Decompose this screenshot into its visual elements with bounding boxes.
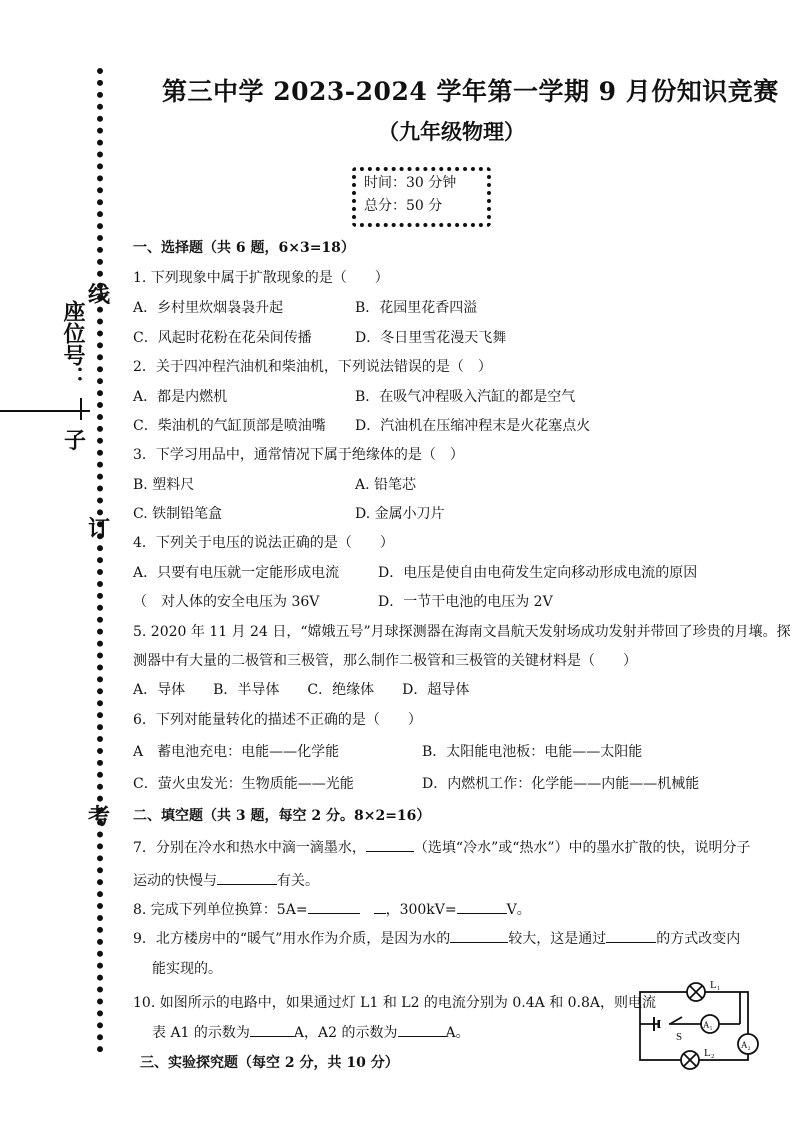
q8-text-b: 300kV= (399, 902, 457, 918)
q8-blank-1[interactable] (308, 913, 360, 914)
margin-zi: 子 (64, 428, 87, 454)
score-label: 总分：50 分 (364, 198, 443, 214)
l2-label: L₂ (704, 1047, 715, 1059)
q8-text-c: V。 (506, 902, 531, 918)
q9-blank-1[interactable] (450, 942, 508, 943)
binding-dotted-line (97, 68, 103, 1053)
q8-line: 8. 完成下列单位换算：5A= ，300kV= V。 (133, 902, 531, 918)
q4-option-c: （ 对人体的安全电压为 36V (133, 594, 320, 610)
q7-text-c: 运动的快慢与 (133, 873, 217, 889)
q3-option-b: B. 塑料尺 (133, 477, 195, 493)
q3-option-c: C. 铁制铅笔盒 (133, 506, 223, 522)
q9-text-c: 的方式改变内 (656, 931, 741, 947)
section1-heading: 一、选择题（共 6 题，6×3=18） (133, 240, 355, 256)
q1-option-d: D．冬日里雪花漫天飞舞 (355, 330, 507, 346)
q2-option-b: B．在吸气冲程吸入汽缸的都是空气 (355, 389, 576, 405)
q5-options: A．导体 B．半导体 C．绝缘体 D．超导体 (133, 682, 470, 698)
q1-option-a: A．乡村里炊烟袅袅升起 (133, 300, 284, 316)
q7-line1 (133, 837, 751, 857)
q1-option-c: C．风起时花粉在花朵间传播 (133, 330, 312, 346)
q10-text-b: A，A2 的示数为 (293, 1025, 398, 1041)
circuit-outer-wire (640, 992, 748, 1060)
q8-blank-2[interactable] (457, 913, 507, 914)
q4-stem: 4．下列关于电压的说法正确的是（ ） (133, 535, 394, 551)
name-underline-tick (80, 398, 82, 420)
q9-blank-2[interactable] (606, 942, 656, 943)
name-underline (0, 410, 90, 412)
q6-option-b: B．太阳能电池板：电能——太阳能 (422, 744, 643, 760)
q2-stem: 2．关于四冲程汽油机和柴油机，下列说法错误的是（ ） (133, 359, 492, 375)
q4-option-b: D．电压是使自由电荷发生定向移动形成电流的原因 (378, 565, 698, 581)
margin-xian: 线 (88, 282, 111, 308)
q9-line1 (133, 928, 740, 948)
q2-option-c: C．柴油机的气缸顶部是喷油嘴 (133, 418, 326, 434)
q8-text-a: 8. 完成下列单位换算：5A= (133, 902, 308, 918)
section3-heading: 三、实验探究题（每空 2 分，共 10 分） (140, 1055, 399, 1071)
q7-blank-1[interactable] (366, 851, 414, 852)
q1-option-b: B．花园里花香四溢 (355, 300, 478, 316)
q8-blank-1-unit[interactable] (374, 913, 386, 914)
q2-option-d: D．汽油机在压缩冲程末是火花塞点火 (355, 418, 591, 434)
q7-text-a: 7．分别在冷水和热水中滴一滴墨水， (133, 840, 366, 856)
q10-blank-2[interactable] (398, 1036, 446, 1037)
q3-stem: 3．下学习用品中，通常情况下属于绝缘体的是（ ） (133, 447, 464, 463)
margin-ding: 订 (88, 516, 111, 542)
a1-label: A₁ (703, 1020, 713, 1030)
q10-line2 (152, 1022, 470, 1042)
q2-option-a: A．都是内燃机 (133, 389, 228, 405)
time-score-box (352, 167, 491, 227)
page-subtitle: （九年级物理） (378, 119, 525, 144)
q7-text-b: （选填“冷水”或“热水”）中的墨水扩散的快，说明分子 (413, 840, 751, 856)
q4-option-a: A．只要有电压就一定能形成电流 (133, 565, 340, 581)
q6-option-a: A 蓄电池充电：电能——化学能 (133, 744, 340, 760)
switch-label: S (676, 1031, 683, 1043)
q10-text-c: A。 (445, 1025, 470, 1041)
q4-option-d: D．一节干电池的电压为 2V (378, 594, 553, 610)
circuit-diagram (630, 978, 770, 1070)
q7-text-d: 有关。 (277, 873, 319, 889)
q6-stem: 6．下列对能量转化的描述不正确的是（ ） (133, 712, 422, 728)
switch-s (670, 1017, 682, 1024)
q7-blank-2[interactable] (217, 884, 277, 885)
q6-option-d: D．内燃机工作：化学能——内能——机械能 (422, 776, 700, 792)
section2-heading: 二、填空题（共 3 题，每空 2 分。8×2=16） (133, 808, 431, 824)
q10-text-a: 表 A1 的示数为 (152, 1025, 250, 1041)
q10-blank-1[interactable] (250, 1036, 294, 1037)
q10-line1: 10. 如图所示的电路中，如果通过灯 L1 和 L2 的电流分别为 0.4A 和 0.8A，则电流 (133, 995, 657, 1011)
a2-label: A₂ (741, 1040, 751, 1050)
time-label: 时间：30 分钟 (364, 175, 457, 191)
q3-option-a: A. 铅笔芯 (355, 477, 417, 493)
q9-line2: 能实现的。 (152, 961, 222, 977)
l1-label: L₁ (710, 979, 721, 991)
margin-kao: 考 (88, 804, 111, 830)
q7-line2 (133, 870, 319, 890)
q5-line1: 5. 2020 年 11 月 24 日，“嫦娥五号”月球探测器在海南文昌航天发射场成功发射并带回了珍贵的月壤。探 (133, 624, 791, 640)
q3-option-d: D. 金属小刀片 (355, 506, 445, 522)
q6-option-c: C．萤火虫发光：生物质能——光能 (133, 776, 354, 792)
q9-text-b: 较大，这是通过 (508, 931, 607, 947)
q1-stem: 1. 下列现象中属于扩散现象的是（ ） (133, 270, 389, 286)
seat-number-label: 座位号： (60, 300, 86, 388)
page-title: 第三中学 2023-2024 学年第一学期 9 月份知识竞赛 (162, 77, 779, 106)
q5-line2: 测器中有大量的二极管和三极管，那么制作二极管和三极管的关键材料是（ ） (133, 653, 637, 669)
q9-text-a: 9．北方楼房中的“暖气”用水作为介质，是因为水的 (133, 931, 451, 947)
